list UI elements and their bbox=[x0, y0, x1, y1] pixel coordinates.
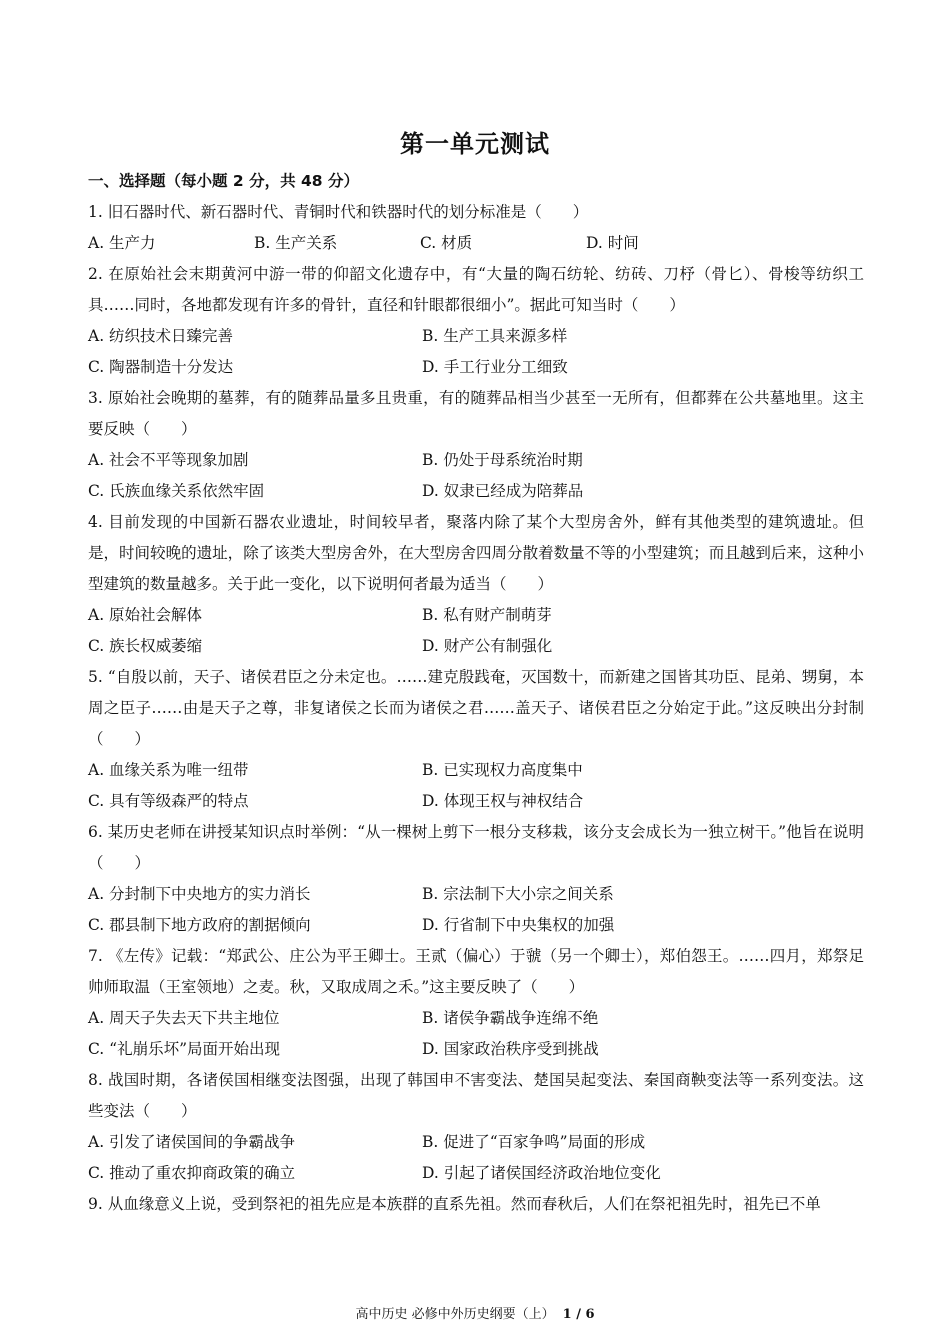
footer-text: 高中历史 必修中外历史纲要（上） bbox=[355, 1307, 555, 1322]
question-stem: 8. 战国时期，各诸侯国相继变法图强，出现了韩国申不害变法、楚国吴起变法、秦国商鞅变法等一系列变法。这些变法（ ） bbox=[88, 1071, 864, 1120]
question-stem: 1. 旧石器时代、新石器时代、青铜时代和铁器时代的划分标准是（ ） bbox=[88, 203, 589, 221]
option-b: B. 仍处于母系统治时期 bbox=[422, 451, 583, 469]
option-a: A. 原始社会解体 bbox=[88, 606, 203, 624]
option-a: A. 纺织技术日臻完善 bbox=[88, 327, 234, 345]
option-d: D. 国家政治秩序受到挑战 bbox=[422, 1040, 599, 1058]
question-stem: 5. “自殷以前，天子、诸侯君臣之分未定也。……建克殷践奄，灭国数十，而新建之国皆其功臣、昆弟、甥舅，本周之臣子……由是天子之尊，非复诸侯之长而为诸侯之君……盖天子、诸侯君臣之分始定于此。”这反映出分封制（ ） bbox=[88, 668, 864, 748]
option-b: B. 诸侯争霸战争连绵不绝 bbox=[422, 1009, 599, 1027]
question-stem: 3. 原始社会晚期的墓葬，有的随葬品量多且贵重，有的随葬品相当少甚至一无所有，但都葬在公共墓地里。这主要反映（ ） bbox=[88, 389, 864, 438]
question-stem: 4. 目前发现的中国新石器农业遗址，时间较早者，聚落内除了某个大型房舍外，鲜有其他类型的建筑遗址。但是，时间较晚的遗址，除了该类大型房舍外，在大型房舍四周分散着数量不等的小型建筑；而且越到后来，这种小型建筑的数量越多。关于此一变化，以下说明何者最为适当（ ） bbox=[88, 513, 864, 593]
option-c: C. 具有等级森严的特点 bbox=[88, 792, 249, 810]
question bbox=[88, 662, 864, 817]
option-d: D. 时间 bbox=[586, 234, 639, 252]
option-a: A. 生产力 bbox=[88, 234, 156, 252]
option-group bbox=[88, 755, 864, 817]
page-title: 第一单元测试 bbox=[400, 130, 550, 158]
option-b: B. 生产工具来源多样 bbox=[422, 327, 568, 345]
question bbox=[88, 197, 864, 259]
option-group bbox=[88, 600, 864, 662]
question bbox=[88, 507, 864, 662]
question-stem: 6. 某历史老师在讲授某知识点时举例：“从一棵树上剪下一根分支移栽，该分支会成长为一独立树干。”他旨在说明（ ） bbox=[88, 823, 864, 872]
option-c: C. “礼崩乐坏”局面开始出现 bbox=[88, 1040, 281, 1058]
page-number: 1 / 6 bbox=[562, 1307, 595, 1322]
option-d: D. 行省制下中央集权的加强 bbox=[422, 916, 615, 934]
option-d: D. 引起了诸侯国经济政治地位变化 bbox=[422, 1164, 661, 1182]
option-c: C. 氏族血缘关系依然牢固 bbox=[88, 482, 265, 500]
option-a: A. 引发了诸侯国间的争霸战争 bbox=[88, 1133, 296, 1151]
option-a: A. 血缘关系为唯一纽带 bbox=[88, 761, 249, 779]
option-b: B. 生产关系 bbox=[254, 234, 338, 252]
option-c: C. 郡县制下地方政府的割据倾向 bbox=[88, 916, 311, 934]
question-list bbox=[88, 166, 864, 1220]
option-b: B. 宗法制下大小宗之间关系 bbox=[422, 885, 614, 903]
option-a: A. 周天子失去天下共主地位 bbox=[88, 1009, 280, 1027]
option-group bbox=[88, 1127, 864, 1189]
option-a: A. 分封制下中央地方的实力消长 bbox=[88, 885, 311, 903]
option-c: C. 材质 bbox=[420, 234, 473, 252]
option-d: D. 手工行业分工细致 bbox=[422, 358, 568, 376]
option-group bbox=[88, 1003, 864, 1065]
option-a: A. 社会不平等现象加剧 bbox=[88, 451, 249, 469]
option-b: B. 已实现权力高度集中 bbox=[422, 761, 583, 779]
option-c: C. 推动了重农抑商政策的确立 bbox=[88, 1164, 296, 1182]
question-stem: 9. 从血缘意义上说，受到祭祀的祖先应是本族群的直系先祖。然而春秋后，人们在祭祀祖先时，祖先已不单 bbox=[88, 1195, 821, 1213]
option-b: B. 促进了“百家争鸣”局面的形成 bbox=[422, 1133, 646, 1151]
option-c: C. 陶器制造十分发达 bbox=[88, 358, 234, 376]
question-stem: 7. 《左传》记载：“郑武公、庄公为平王卿士。王贰（偏心）于虢（另一个卿士），郑伯怨王。……四月，郑祭足帅师取温（王室领地）之麦。秋，又取成周之禾。”这主要反映了（ ） bbox=[88, 947, 864, 996]
option-group bbox=[88, 321, 864, 383]
option-group bbox=[88, 228, 864, 259]
question bbox=[88, 1189, 864, 1220]
section-heading: 一、选择题（每小题 2 分，共 48 分） bbox=[88, 172, 359, 190]
option-c: C. 族长权威萎缩 bbox=[88, 637, 203, 655]
question bbox=[88, 259, 864, 383]
option-group bbox=[88, 879, 864, 941]
option-group bbox=[88, 445, 864, 507]
question bbox=[88, 1065, 864, 1189]
option-d: D. 奴隶已经成为陪葬品 bbox=[422, 482, 584, 500]
question bbox=[88, 941, 864, 1065]
question bbox=[88, 383, 864, 507]
option-d: D. 财产公有制强化 bbox=[422, 637, 553, 655]
option-b: B. 私有财产制萌芽 bbox=[422, 606, 552, 624]
page-footer bbox=[0, 1303, 950, 1322]
question bbox=[88, 817, 864, 941]
question-stem: 2. 在原始社会末期黄河中游一带的仰韶文化遗存中，有“大量的陶石纺轮、纺砖、刀杼（骨匕）、骨梭等纺织工具……同时，各地都发现有许多的骨针，直径和针眼都很细小”。据此可知当时（ ） bbox=[88, 265, 864, 314]
option-d: D. 体现王权与神权结合 bbox=[422, 792, 584, 810]
